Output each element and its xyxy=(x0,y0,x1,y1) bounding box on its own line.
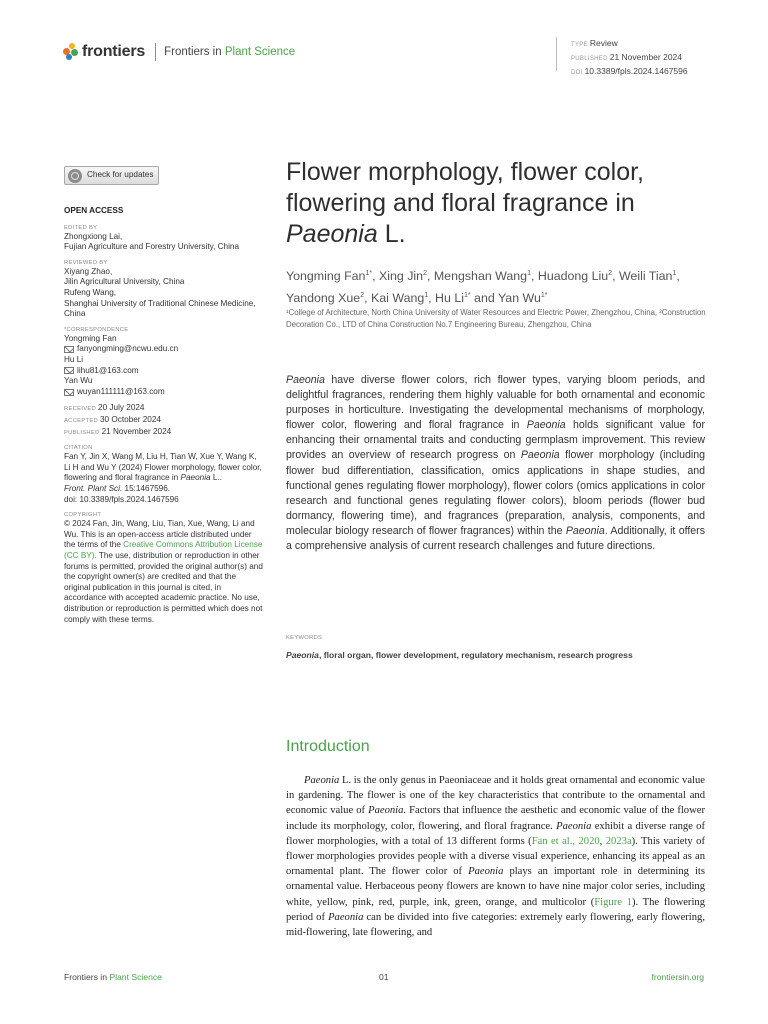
editor-name: Zhongxiong Lai, xyxy=(64,231,123,241)
frontiers-logo-icon xyxy=(63,43,79,61)
correspondence-section: *CORRESPONDENCE Yongming Fan fanyongming@ncwu.edu.cn Hu Li lihu81@163.com Yan Wu wuyan111111@163.com xyxy=(64,326,264,398)
meta-type: TYPE Review xyxy=(571,38,618,48)
author-name[interactable]: Yongming Fan$^{1*}$ xyxy=(286,269,373,284)
author-name[interactable]: Weili Tian$^1$ xyxy=(618,269,677,284)
corresponding-author: Yan Wu xyxy=(64,376,93,386)
reviewer-name: Rufeng Wang, xyxy=(64,288,117,298)
citation-doi[interactable]: doi: 10.3389/fpls.2024.1467596 xyxy=(64,494,179,504)
introduction-text: Paeonia L. is the only genus in Paeoniaceae and it holds great ornamental and economic value in gardening. The flower is one of the key characteristics that contribute to the ornamental and economic value of Paeonia. Factors that influence the aesthetic and economic value of the flower include its morphology, color, flowering, and floral fragrance. Paeonia exhibit a diverse range of flower morphologies, with a total of 13 different forms (Fan et al., 2020, 2023a). This variety of flower morphologies provides people with a diverse visual experience, enhancing its appeal as an ornamental plant. The flower color of Paeonia plays an important role in determining its ornamental value. Herbaceous peony flowers are known to have nine major color series, including white, yellow, pink, red, purple, ink, green, orange, and multicolor (Figure 1). The flowering period of Paeonia can be divided into five categories: extremely early flowering, early flowering, mid-flowering, late flowering, and xyxy=(286,775,706,939)
author-name[interactable]: Mengshan Wang$^1$ xyxy=(433,269,531,284)
sidebar xyxy=(64,166,264,631)
envelope-icon xyxy=(64,367,74,374)
email-link[interactable]: wuyan111111@163.com xyxy=(64,387,264,398)
open-access-label: OPEN ACCESS xyxy=(64,206,124,216)
journal-name[interactable] xyxy=(164,46,295,58)
corresponding-author: Hu Li xyxy=(64,355,84,365)
author-name[interactable]: Hu $Li^{1*}$ xyxy=(435,291,471,306)
frontiers-logo[interactable] xyxy=(63,43,145,61)
accepted-date: ACCEPTED 30 October 2024 xyxy=(64,415,161,424)
reviewer-name: Xiyang Zhao, xyxy=(64,266,113,276)
corresponding-author: Yongming Fan xyxy=(64,333,117,343)
reference-link[interactable]: Figure 1 xyxy=(594,896,632,908)
logo-text: frontiers xyxy=(82,43,146,60)
author-name[interactable]: Huadong Liu$^2$ xyxy=(537,269,613,284)
journal-prefix: Frontiers in xyxy=(164,46,222,58)
citation-section: CITATION Fan Y, Jin X, Wang M, Liu H, Tian W, Xue Y, Wang K, Li H and Wu Y (2024) Flower morphology, flower color, flowering and floral fragrance in Paeonia L.. Front. Plant Sci. 15:1467596. doi: 10.3389/fpls.2024.1467596 xyxy=(64,444,264,505)
meta-published: PUBLISHED 21 November 2024 xyxy=(571,52,683,62)
received-date: RECEIVED 20 July 2024 xyxy=(64,403,145,413)
reviewed-by-section: REVIEWED BY Xiyang Zhao, Jilin Agricultural University, China Rufeng Wang, Shanghai University of Traditional Chinese Medicine, China xyxy=(64,259,264,320)
header-divider xyxy=(155,43,156,61)
edited-by-section: EDITED BY Zhongxiong Lai, Fujian Agriculture and Forestry University, China xyxy=(64,224,264,253)
footer-site-link[interactable]: frontiersin.org xyxy=(651,972,704,982)
reviewer-affiliation: Shanghai University of Traditional Chinese Medicine, China xyxy=(64,298,256,319)
meta-doi[interactable]: DOI 10.3389/fpls.2024.1467596 xyxy=(571,66,688,76)
refresh-icon xyxy=(68,169,82,183)
author-name[interactable]: Yan $Wu^{1*}$ xyxy=(497,291,548,306)
license-link[interactable]: Creative Commons Attribution License (CC BY). xyxy=(64,540,263,560)
email-link[interactable]: fanyongming@ncwu.edu.cn xyxy=(64,344,264,355)
keywords: Paeonia, floral organ, flower development, regulatory mechanism, research progress xyxy=(286,650,633,660)
affiliations: ¹College of Architecture, North China University of Water Resources and Electric Power, Zhengzhou, China, ²Construction Decoration Co., LTD of China Construction No.7 Engineering Bureau, Zhengzhou, China xyxy=(286,308,706,329)
published-date: PUBLISHED 21 November 2024 xyxy=(64,426,172,436)
copyright-section: COPYRIGHT © 2024 Fan, Jin, Wang, Liu, Tian, Xue, Wang, Li and Wu. This is an open-access article distributed under the terms of the Creative Commons Attribution License (CC BY). The use, distribution or reproduction in other forums is permitted, provided the original author(s) and the copyright owner(s) are credited and that the original publication in this journal is cited, in accordance with accepted academic practice. No use, distribution or reproduction is permitted which does not comply with these terms. xyxy=(64,512,263,624)
author-name[interactable]: Kai Wang$^1$ xyxy=(370,291,429,306)
page-header xyxy=(63,40,295,64)
reference-link[interactable]: Fan et al., 2020 xyxy=(531,835,600,847)
article-meta xyxy=(556,37,688,76)
page-number: 01 xyxy=(379,972,389,982)
dates-section xyxy=(64,403,264,438)
reference-link[interactable]: 2023a xyxy=(605,835,632,847)
abstract: Paeonia have diverse flower colors, rich flower types, varying bloom periods, and delightful fragrances, rendering them highly valuable for both ornamental and economic purposes in horticulture. Investigating the developmental mechanisms of morphology, flower color, flowering and floral fragrance in Paeonia holds significant value for enhancing their ornamental traits and conducting germplasm improvement. This review provides an overview of research progress on Paeonia flower morphology (including flower bud differentiation, classification, omics applications in shape studies, and functional genes regulating flower morphology), flower colors (omics applications in color research and functional genes regulating flower colors), bloom periods (flower bud dormancy, flowering time), and fragrances (preparation, analysis, components, and molecular biology research of flower fragrances) within the Paeonia. Additionally, it offers a comprehensive analysis of current research challenges and future directions. xyxy=(286,374,705,553)
citation-journal: Front. Plant Sci. 15:1467596. xyxy=(64,483,171,493)
footer-journal: Frontiers in Plant Science xyxy=(64,972,162,982)
check-for-updates-button[interactable] xyxy=(64,166,159,185)
section-heading-introduction: Introduction xyxy=(286,738,370,755)
author-name[interactable]: Xing Jin$^2$ xyxy=(378,269,427,284)
keywords-label: KEYWORDS xyxy=(286,635,323,641)
journal-suffix: Plant Science xyxy=(224,46,296,58)
copyright-text: © 2024 Fan, Jin, Wang, Liu, Tian, Xue, Wang, Li and Wu. This is an open-access article distributed under the terms of the Creative Commons Attribution License (CC BY). The use, distribution or reproduction in other forums is permitted, provided the original author(s) and the copyright owner(s) are credited and that the original publication in this journal is cited, in accordance with accepted academic practice. No use, distribution or reproduction is permitted which does not comply with these terms. xyxy=(64,519,263,624)
envelope-icon xyxy=(64,389,74,396)
author-list: Yongming Fan$^{1*}$, Xing Jin$^2$, Mengshan Wang$^1$, Huadong Liu$^2$, Weili Tian$^1$, Yandong Xue$^2$, Kai Wang$^1$, Hu $Li^{1*}$ and Yan $Wu^{1*}$ xyxy=(286,269,680,306)
reviewer-affiliation: Jilin Agricultural University, China xyxy=(64,277,185,287)
envelope-icon xyxy=(64,346,74,353)
check-updates-label: Check for updates xyxy=(87,170,154,180)
editor-affiliation: Fujian Agriculture and Forestry University, China xyxy=(64,242,240,252)
author-name[interactable]: Yandong Xue$^2$ xyxy=(286,291,365,306)
citation-text: Fan Y, Jin X, Wang M, Liu H, Tian W, Xue Y, Wang K, Li H and Wu Y (2024) Flower morphology, flower color, flowering and floral fragrance in Paeonia L.. xyxy=(64,452,262,483)
article-title: Flower morphology, flower color, flowering and floral fragrance in Paeonia L. xyxy=(286,158,645,248)
email-link[interactable]: lihu81@163.com xyxy=(64,366,264,377)
